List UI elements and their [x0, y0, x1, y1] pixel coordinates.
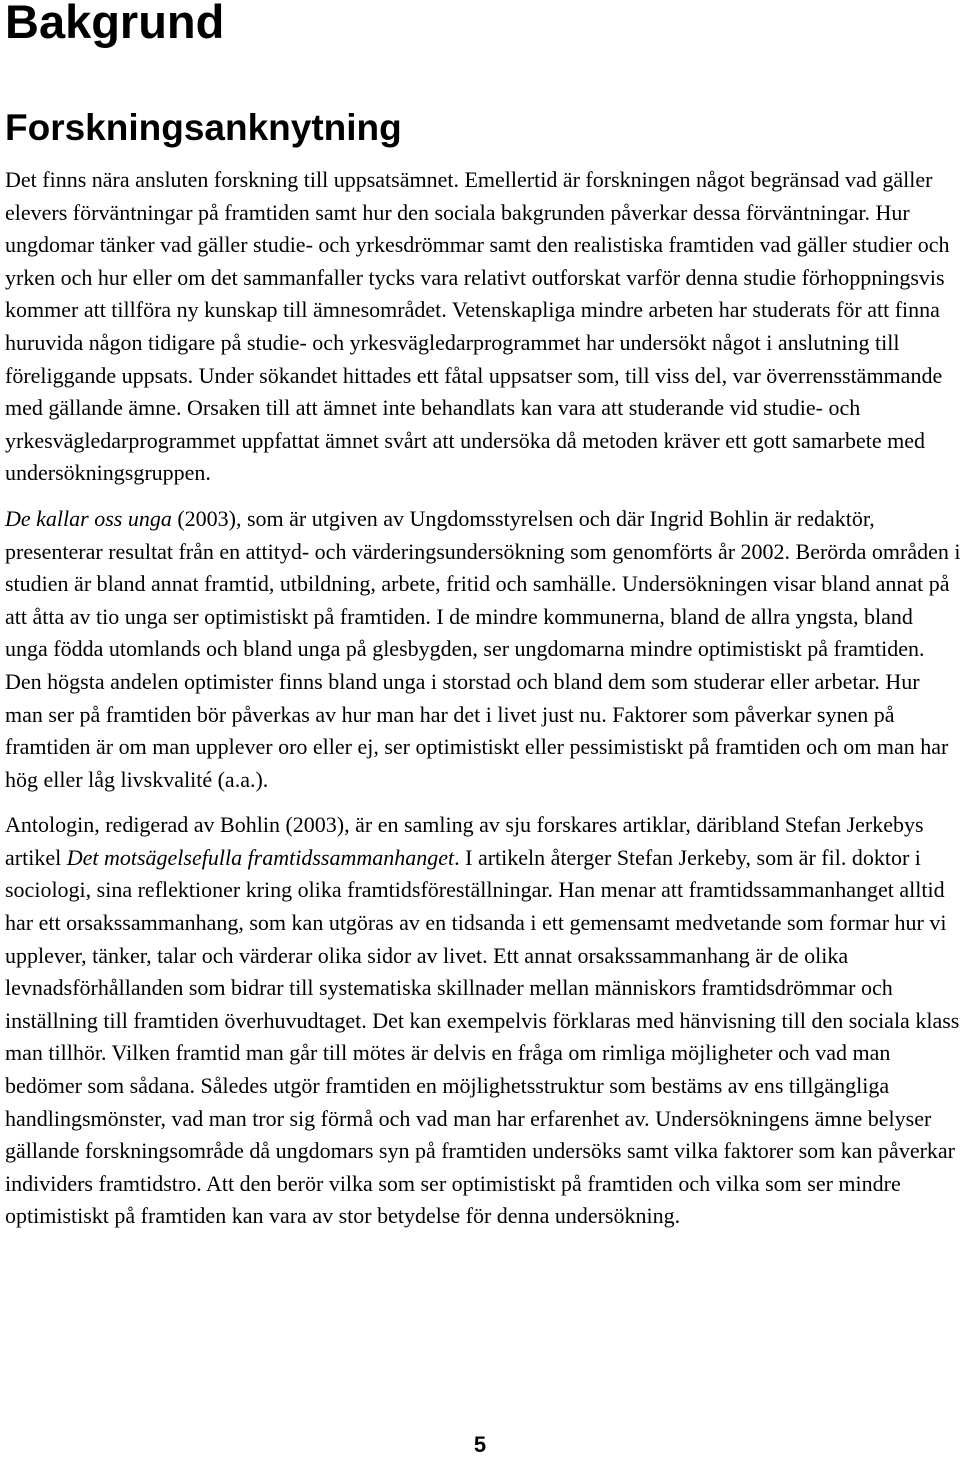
paragraph-2-text: (2003), som är utgiven av Ungdomsstyrelsen och där Ingrid Bohlin är redaktör, presenterar resultat från en attityd- och värderingsundersökning som genomförts år 2002. Berörda områden i studien är bland annat framtid, utbildning, arbete, fritid och samhälle. Undersökningen visar bland annat på att åtta av tio unga ser optimistiskt på framtiden. I de mindre kommunerna, bland de allra yngsta, bland unga födda utomlands och bland unga på glesbygden, ser ungdomarna mindre optimistiskt på framtiden. Den högsta andelen optimister finns bland unga i storstad och bland dem som studerar eller arbetar. Hur man ser på framtiden bör påverkas av hur man har det i livet just nu. Faktorer som påverkar synen på framtiden är om man upplever oro eller ej, ser optimistiskt eller pessimistiskt på framtiden och om man har hög eller låg livskvalité (a.a.). — [5, 505, 960, 792]
cited-article-title: Det motsägelsefulla framtidssammanhanget — [66, 844, 455, 870]
paragraph-2 — [5, 503, 960, 796]
section-heading: Forskningsanknytning — [5, 107, 402, 148]
paragraph-1: Det finns nära ansluten forskning till uppsatsämnet. Emellertid är forskningen något begränsad vad gäller elevers förväntningar på framtiden samt hur den sociala bakgrunden påverkar dessa förväntningar. Hur ungdomar tänker vad gäller studie- och yrkesdrömmar samt den realistiska framtiden vad gäller studier och yrken och hur eller om det sammanfaller tycks vara relativt outforskat varför denna studie förhoppningsvis kommer att tillföra ny kunskap till ämnesområdet. Vetenskapliga mindre arbeten har studerats för att finna huruvida någon tidigare på studie- och yrkesvägledarprogrammet har undersökt något i anslutning till föreliggande uppsats. Under sökandet hittades ett fåtal uppsatser som, till viss del, var överrensstämmande med gällande ämne. Orsaken till att ämnet inte behandlats kan vara att studerande vid studie- och yrkesvägledarprogrammet uppfattat ämnet svårt att undersöka då metoden kräver ett gott samarbete med undersökningsgruppen. — [5, 167, 950, 486]
cited-title: De kallar oss unga — [5, 505, 172, 531]
page-number: 5 — [473, 1432, 487, 1457]
body-text — [5, 164, 960, 1246]
paragraph-3-text-end: . I artikeln återger Stefan Jerkeby, som är fil. doktor i sociologi, sina reflektioner kring olika framtidsföreställningar. Han menar att framtidssammanhanget alltid har ett orsakssammanhang, som kan utgöras av en tidsanda i ett gemensamt medvetande som formar hur vi upplever, tänker, talar och värderar olika sidor av livet. Ett annat orsakssammanhang är de olika levnadsförhållanden som bidrar till systematiska skillnader mellan människors framtidsdrömmar och inställning till framtiden överhuvudtaget. Det kan exempelvis förklaras med hänvisning till den sociala klass man tillhör. Vilken framtid man går till mötes är delvis en fråga om rimliga möjligheter och vad man bedömer som sådana. Således utgör framtiden en möjlighetsstruktur som bestäms av ens tillgängliga handlingsmönster, vad man tror sig förmå och vad man har erfarenhet av. Undersökningens ämne belyser gällande forskningsområde då ungdomars syn på framtiden undersöks samt vilka faktorer som kan påverkar individers framtidstro. Att den berör vilka som ser optimistiskt på framtiden och vilka som ser mindre optimistiskt på framtiden kan vara av stor betydelse för denna undersökning. — [5, 844, 960, 1229]
page-title: Bakgrund — [5, 0, 225, 48]
paragraph-3-text-start: Antologin, redigerad av Bohlin (2003), är en samling av sju forskares artiklar, däribland Stefan Jerkebys artikel — [5, 812, 924, 870]
paragraph-3 — [5, 809, 960, 1233]
